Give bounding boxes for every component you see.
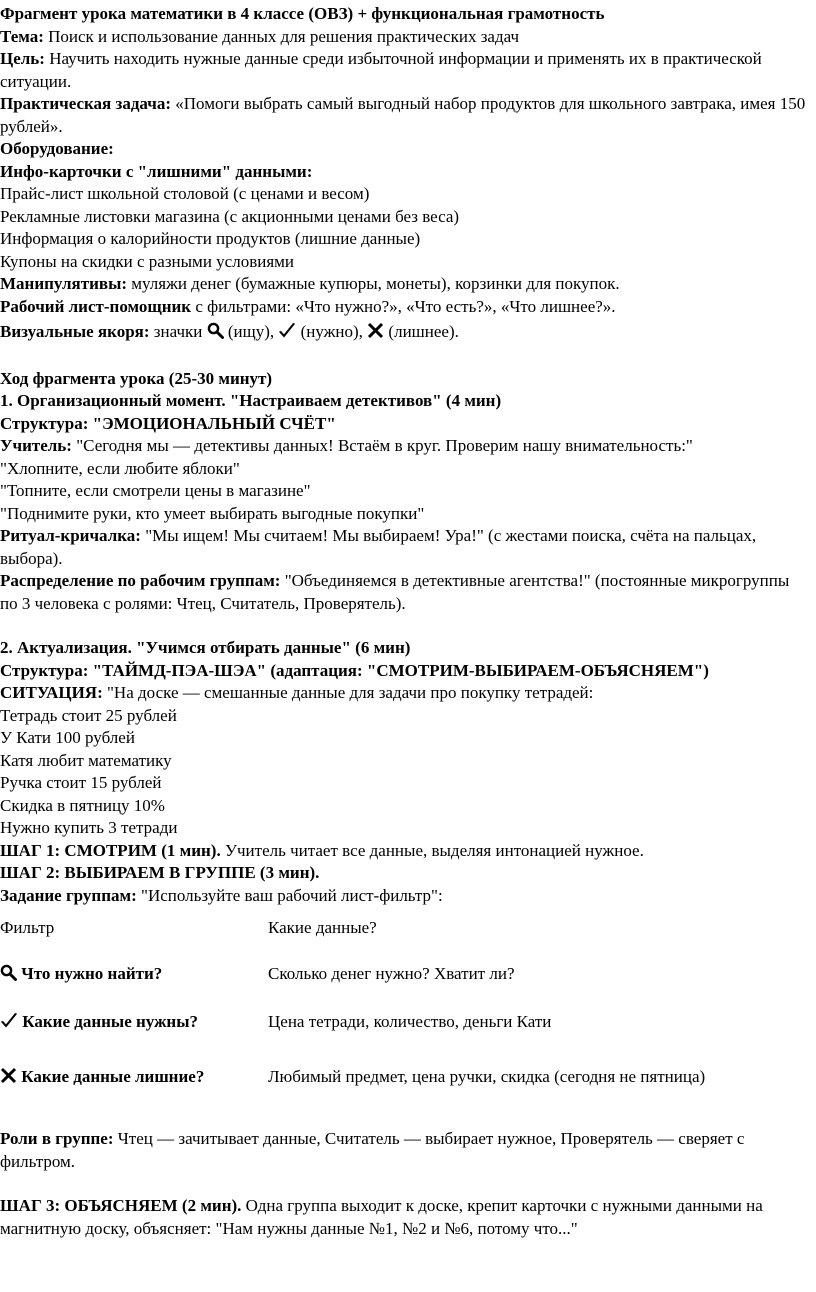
card-item: Купоны на скидки с разными условиями: [0, 251, 294, 271]
situation-line: СИТУАЦИЯ: "На доске — смешанные данные для задачи про покупку тетрадей:: [0, 683, 594, 702]
data-item: Катя любит математику: [0, 750, 172, 770]
groups-task-line: Задание группам: "Используйте ваш рабочий лист-фильтр":: [0, 885, 443, 905]
filter-data: Сколько денег нужно? Хватит ли?: [268, 964, 515, 983]
filter-table: [0, 917, 808, 1128]
teacher-phrase: "Топните, если смотрели цены в магазине": [0, 481, 311, 500]
data-item: Нужно купить 3 тетради: [0, 818, 178, 837]
filter-label: Какие данные нужны?: [22, 1012, 198, 1031]
section2-structure: Структура: "ТАЙМД-ПЭА-ШЭА" (адаптация: "СМОТРИМ-ВЫБИРАЕМ-ОБЪЯСНЯЕМ"): [0, 660, 709, 680]
manipulatives-line: Манипулятивы: муляжи денег (бумажные купюры, монеты), корзинки для покупок.: [0, 274, 620, 293]
filter-label: Что нужно найти?: [21, 964, 163, 983]
table-row: [0, 1011, 808, 1066]
cross-icon: [0, 1067, 17, 1091]
card-item: Информация о калорийности продуктов (лишние данные): [0, 229, 421, 248]
section1-title: 1. Организационный момент. "Настраиваем детективов" (4 мин): [0, 391, 502, 410]
groups-line: Распределение по рабочим группам: "Объединяемся в детективные агентства!" (постоянные микрогруппы по 3 человека с ролями: Чтец, Считатель, Проверятель).: [0, 571, 790, 613]
teacher-phrase: "Хлопните, если любите яблоки": [0, 458, 240, 478]
goal-line: Цель: Научить находить нужные данные среди избыточной информации и применять их в практической ситуации.: [0, 49, 762, 91]
card-item: Рекламные листовки магазина (с акционными ценами без веса): [0, 206, 460, 226]
section1-structure: Структура: "ЭМОЦИОНАЛЬНЫЙ СЧЁТ": [0, 413, 336, 433]
data-item: Ручка стоит 15 рублей: [0, 773, 162, 792]
filter-label: Какие данные лишние?: [21, 1067, 205, 1086]
table-row: [0, 1066, 808, 1128]
table-header-row: [0, 917, 808, 963]
table-row: [0, 963, 808, 1011]
roles-line: Роли в группе: Чтец — зачитывает данные, Считатель — выбирает нужное, Проверятель — сверяет с фильтром.: [0, 1129, 745, 1171]
teacher-line: Учитель: "Сегодня мы — детективы данных! Встаём в круг. Проверим нашу внимательность:": [0, 436, 693, 455]
data-item: У Кати 100 рублей: [0, 728, 135, 747]
anchors-line: Визуальные якоря: значки (ищу), (нужно), (лишнее).: [0, 321, 808, 346]
cards-heading: Инфо-карточки с "лишними" данными:: [0, 161, 313, 181]
step2-line: ШАГ 2: ВЫБИРАЕМ В ГРУППЕ (3 мин).: [0, 863, 320, 882]
magnifier-icon: [207, 322, 224, 346]
table-header-filter: Фильтр: [0, 918, 55, 937]
data-item: Скидка в пятницу 10%: [0, 795, 165, 815]
cross-icon: [367, 322, 384, 346]
worksheet-line: Рабочий лист-помощник с фильтрами: «Что нужно?», «Что есть?», «Что лишнее?».: [0, 296, 616, 316]
course-title: Ход фрагмента урока (25-30 минут): [0, 368, 273, 388]
section2-title: 2. Актуализация. "Учимся отбирать данные" (6 мин): [0, 638, 411, 657]
topic-line: Тема: Поиск и использование данных для решения практических задач: [0, 26, 520, 46]
checkmark-icon: [278, 322, 296, 346]
table-header-data: Какие данные?: [268, 918, 377, 937]
filter-data: Цена тетради, количество, деньги Кати: [268, 1012, 552, 1031]
checkmark-icon: [0, 1012, 18, 1036]
magnifier-icon: [0, 964, 17, 988]
equipment-heading: Оборудование:: [0, 139, 114, 158]
document-page: [0, 3, 808, 1240]
ritual-line: Ритуал-кричалка: "Мы ищем! Мы считаем! Мы выбираем! Ура!" (с жестами поиска, счёта на пальцах, выбора).: [0, 526, 757, 568]
step3-line: ШАГ 3: ОБЪЯСНЯЕМ (2 мин). Одна группа выходит к доске, крепит карточки с нужными данными на магнитную доску, объясняет: "Нам нужны данные №1, №2 и №6, потому что...": [0, 1196, 763, 1238]
filter-data: Любимый предмет, цена ручки, скидка (сегодня не пятница): [268, 1067, 706, 1086]
data-item: Тетрадь стоит 25 рублей: [0, 705, 177, 725]
doc-title: Фрагмент урока математики в 4 классе (ОВЗ) + функциональная грамотность: [0, 4, 605, 23]
task-line: Практическая задача: «Помоги выбрать самый выгодный набор продуктов для школьного завтрака, имея 150 рублей».: [0, 94, 806, 136]
card-item: Прайс-лист школьной столовой (с ценами и весом): [0, 184, 370, 203]
step1-line: ШАГ 1: СМОТРИМ (1 мин). Учитель читает все данные, выделяя интонацией нужное.: [0, 840, 644, 860]
teacher-phrase: "Поднимите руки, кто умеет выбирать выгодные покупки": [0, 503, 425, 523]
